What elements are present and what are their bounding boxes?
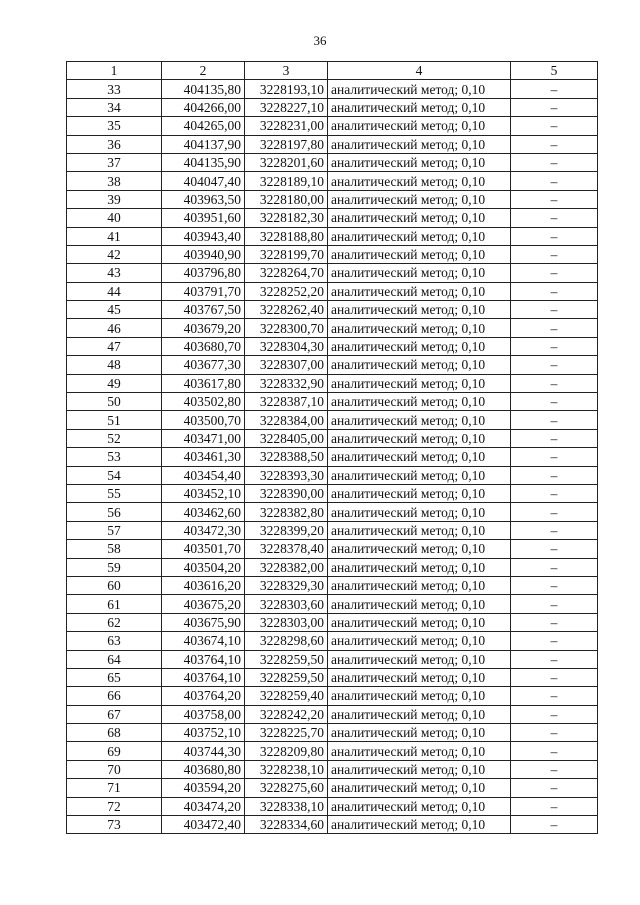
- y-coordinate-cell: 3228209,80: [245, 742, 328, 760]
- point-number-cell: 62: [67, 613, 162, 631]
- method-cell: аналитический метод; 0,10: [328, 668, 511, 686]
- method-cell: аналитический метод; 0,10: [328, 613, 511, 631]
- point-number-cell: 67: [67, 705, 162, 723]
- y-coordinate-cell: 3228262,40: [245, 301, 328, 319]
- y-coordinate-cell: 3228329,30: [245, 576, 328, 594]
- page-number: 36: [313, 33, 327, 48]
- x-coordinate-cell: 403452,10: [162, 484, 245, 502]
- description-cell: –: [511, 613, 598, 631]
- table-row: [67, 356, 598, 374]
- method-cell: аналитический метод; 0,10: [328, 80, 511, 98]
- y-coordinate-cell: 3228387,10: [245, 393, 328, 411]
- table-row: [67, 503, 598, 521]
- description-cell: –: [511, 503, 598, 521]
- table-row: [67, 576, 598, 594]
- y-coordinate-cell: 3228303,60: [245, 595, 328, 613]
- y-coordinate-cell: 3228201,60: [245, 153, 328, 171]
- table-row: [67, 779, 598, 797]
- point-number-cell: 61: [67, 595, 162, 613]
- x-coordinate-cell: 403791,70: [162, 282, 245, 300]
- description-cell: –: [511, 724, 598, 742]
- point-number-cell: 44: [67, 282, 162, 300]
- x-coordinate-cell: 403617,80: [162, 374, 245, 392]
- table-row: [67, 98, 598, 116]
- point-number-cell: 59: [67, 558, 162, 576]
- method-cell: аналитический метод; 0,10: [328, 576, 511, 594]
- point-number-cell: 46: [67, 319, 162, 337]
- description-cell: –: [511, 429, 598, 447]
- description-cell: –: [511, 153, 598, 171]
- description-cell: –: [511, 466, 598, 484]
- y-coordinate-cell: 3228382,80: [245, 503, 328, 521]
- method-cell: аналитический метод; 0,10: [328, 760, 511, 778]
- x-coordinate-cell: 403680,70: [162, 337, 245, 355]
- point-number-cell: 73: [67, 816, 162, 834]
- y-coordinate-cell: 3228242,20: [245, 705, 328, 723]
- point-number-cell: 54: [67, 466, 162, 484]
- method-cell: аналитический метод; 0,10: [328, 816, 511, 834]
- x-coordinate-cell: 403767,50: [162, 301, 245, 319]
- y-coordinate-cell: 3228189,10: [245, 172, 328, 190]
- point-number-cell: 57: [67, 521, 162, 539]
- method-cell: аналитический метод; 0,10: [328, 190, 511, 208]
- y-coordinate-cell: 3228225,70: [245, 724, 328, 742]
- description-cell: –: [511, 80, 598, 98]
- x-coordinate-cell: 403758,00: [162, 705, 245, 723]
- point-number-cell: 68: [67, 724, 162, 742]
- header-col-5: 5: [511, 62, 598, 80]
- point-number-cell: 43: [67, 264, 162, 282]
- table-row: [67, 282, 598, 300]
- method-cell: аналитический метод; 0,10: [328, 484, 511, 502]
- table-row: [67, 760, 598, 778]
- method-cell: аналитический метод; 0,10: [328, 595, 511, 613]
- description-cell: –: [511, 797, 598, 815]
- table-row: [67, 209, 598, 227]
- x-coordinate-cell: 403594,20: [162, 779, 245, 797]
- method-cell: аналитический метод; 0,10: [328, 282, 511, 300]
- description-cell: –: [511, 356, 598, 374]
- method-cell: аналитический метод; 0,10: [328, 411, 511, 429]
- x-coordinate-cell: 403501,70: [162, 540, 245, 558]
- y-coordinate-cell: 3228332,90: [245, 374, 328, 392]
- method-cell: аналитический метод; 0,10: [328, 301, 511, 319]
- header-row: [67, 62, 598, 80]
- point-number-cell: 55: [67, 484, 162, 502]
- y-coordinate-cell: 3228188,80: [245, 227, 328, 245]
- table-header: [67, 62, 598, 80]
- x-coordinate-cell: 403940,90: [162, 245, 245, 263]
- y-coordinate-cell: 3228390,00: [245, 484, 328, 502]
- method-cell: аналитический метод; 0,10: [328, 742, 511, 760]
- method-cell: аналитический метод; 0,10: [328, 797, 511, 815]
- description-cell: –: [511, 411, 598, 429]
- point-number-cell: 34: [67, 98, 162, 116]
- description-cell: –: [511, 521, 598, 539]
- method-cell: аналитический метод; 0,10: [328, 687, 511, 705]
- y-coordinate-cell: 3228259,40: [245, 687, 328, 705]
- method-cell: аналитический метод; 0,10: [328, 650, 511, 668]
- y-coordinate-cell: 3228307,00: [245, 356, 328, 374]
- x-coordinate-cell: 403674,10: [162, 632, 245, 650]
- table-row: [67, 742, 598, 760]
- point-number-cell: 66: [67, 687, 162, 705]
- y-coordinate-cell: 3228303,00: [245, 613, 328, 631]
- description-cell: –: [511, 632, 598, 650]
- y-coordinate-cell: 3228238,10: [245, 760, 328, 778]
- point-number-cell: 48: [67, 356, 162, 374]
- table-row: [67, 80, 598, 98]
- method-cell: аналитический метод; 0,10: [328, 448, 511, 466]
- table-row: [67, 153, 598, 171]
- method-cell: аналитический метод; 0,10: [328, 374, 511, 392]
- point-number-cell: 42: [67, 245, 162, 263]
- x-coordinate-cell: 404265,00: [162, 117, 245, 135]
- method-cell: аналитический метод; 0,10: [328, 337, 511, 355]
- table-row: [67, 632, 598, 650]
- table-row: [67, 337, 598, 355]
- x-coordinate-cell: 403764,10: [162, 668, 245, 686]
- point-number-cell: 45: [67, 301, 162, 319]
- description-cell: –: [511, 558, 598, 576]
- table-row: [67, 448, 598, 466]
- point-number-cell: 64: [67, 650, 162, 668]
- y-coordinate-cell: 3228304,30: [245, 337, 328, 355]
- table-row: [67, 540, 598, 558]
- point-number-cell: 69: [67, 742, 162, 760]
- table-row: [67, 558, 598, 576]
- point-number-cell: 58: [67, 540, 162, 558]
- table-row: [67, 466, 598, 484]
- x-coordinate-cell: 403679,20: [162, 319, 245, 337]
- x-coordinate-cell: 403752,10: [162, 724, 245, 742]
- point-number-cell: 56: [67, 503, 162, 521]
- table-row: [67, 687, 598, 705]
- description-cell: –: [511, 816, 598, 834]
- point-number-cell: 47: [67, 337, 162, 355]
- point-number-cell: 36: [67, 135, 162, 153]
- point-number-cell: 65: [67, 668, 162, 686]
- method-cell: аналитический метод; 0,10: [328, 429, 511, 447]
- description-cell: –: [511, 705, 598, 723]
- description-cell: –: [511, 135, 598, 153]
- x-coordinate-cell: 404266,00: [162, 98, 245, 116]
- y-coordinate-cell: 3228382,00: [245, 558, 328, 576]
- coordinates-table: [66, 61, 598, 834]
- x-coordinate-cell: 403675,20: [162, 595, 245, 613]
- x-coordinate-cell: 403471,00: [162, 429, 245, 447]
- x-coordinate-cell: 403500,70: [162, 411, 245, 429]
- x-coordinate-cell: 403472,30: [162, 521, 245, 539]
- y-coordinate-cell: 3228197,80: [245, 135, 328, 153]
- x-coordinate-cell: 404047,40: [162, 172, 245, 190]
- table-row: [67, 117, 598, 135]
- x-coordinate-cell: 403796,80: [162, 264, 245, 282]
- table-row: [67, 429, 598, 447]
- point-number-cell: 60: [67, 576, 162, 594]
- header-col-2: 2: [162, 62, 245, 80]
- x-coordinate-cell: 403472,40: [162, 816, 245, 834]
- table-row: [67, 668, 598, 686]
- description-cell: –: [511, 540, 598, 558]
- method-cell: аналитический метод; 0,10: [328, 153, 511, 171]
- point-number-cell: 63: [67, 632, 162, 650]
- point-number-cell: 41: [67, 227, 162, 245]
- method-cell: аналитический метод; 0,10: [328, 393, 511, 411]
- method-cell: аналитический метод; 0,10: [328, 319, 511, 337]
- x-coordinate-cell: 403943,40: [162, 227, 245, 245]
- x-coordinate-cell: 403951,60: [162, 209, 245, 227]
- y-coordinate-cell: 3228393,30: [245, 466, 328, 484]
- point-number-cell: 40: [67, 209, 162, 227]
- method-cell: аналитический метод; 0,10: [328, 356, 511, 374]
- method-cell: аналитический метод; 0,10: [328, 521, 511, 539]
- table-row: [67, 374, 598, 392]
- point-number-cell: 72: [67, 797, 162, 815]
- description-cell: –: [511, 742, 598, 760]
- y-coordinate-cell: 3228193,10: [245, 80, 328, 98]
- y-coordinate-cell: 3228259,50: [245, 668, 328, 686]
- table-row: [67, 816, 598, 834]
- description-cell: –: [511, 190, 598, 208]
- method-cell: аналитический метод; 0,10: [328, 503, 511, 521]
- description-cell: –: [511, 98, 598, 116]
- description-cell: –: [511, 393, 598, 411]
- description-cell: –: [511, 448, 598, 466]
- method-cell: аналитический метод; 0,10: [328, 209, 511, 227]
- x-coordinate-cell: 403454,40: [162, 466, 245, 484]
- y-coordinate-cell: 3228405,00: [245, 429, 328, 447]
- description-cell: –: [511, 687, 598, 705]
- x-coordinate-cell: 403616,20: [162, 576, 245, 594]
- x-coordinate-cell: 403680,80: [162, 760, 245, 778]
- point-number-cell: 38: [67, 172, 162, 190]
- method-cell: аналитический метод; 0,10: [328, 705, 511, 723]
- x-coordinate-cell: 403963,50: [162, 190, 245, 208]
- description-cell: –: [511, 301, 598, 319]
- description-cell: –: [511, 282, 598, 300]
- y-coordinate-cell: 3228378,40: [245, 540, 328, 558]
- y-coordinate-cell: 3228227,10: [245, 98, 328, 116]
- description-cell: –: [511, 245, 598, 263]
- description-cell: –: [511, 760, 598, 778]
- point-number-cell: 39: [67, 190, 162, 208]
- point-number-cell: 51: [67, 411, 162, 429]
- table-row: [67, 797, 598, 815]
- table-row: [67, 613, 598, 631]
- method-cell: аналитический метод; 0,10: [328, 245, 511, 263]
- x-coordinate-cell: 403764,10: [162, 650, 245, 668]
- description-cell: –: [511, 668, 598, 686]
- x-coordinate-cell: 403502,80: [162, 393, 245, 411]
- description-cell: –: [511, 374, 598, 392]
- method-cell: аналитический метод; 0,10: [328, 117, 511, 135]
- y-coordinate-cell: 3228300,70: [245, 319, 328, 337]
- method-cell: аналитический метод; 0,10: [328, 466, 511, 484]
- y-coordinate-cell: 3228384,00: [245, 411, 328, 429]
- y-coordinate-cell: 3228264,70: [245, 264, 328, 282]
- point-number-cell: 50: [67, 393, 162, 411]
- table-row: [67, 650, 598, 668]
- method-cell: аналитический метод; 0,10: [328, 227, 511, 245]
- table-row: [67, 245, 598, 263]
- y-coordinate-cell: 3228231,00: [245, 117, 328, 135]
- table-row: [67, 190, 598, 208]
- header-col-3: 3: [245, 62, 328, 80]
- x-coordinate-cell: 403675,90: [162, 613, 245, 631]
- y-coordinate-cell: 3228399,20: [245, 521, 328, 539]
- method-cell: аналитический метод; 0,10: [328, 724, 511, 742]
- x-coordinate-cell: 403764,20: [162, 687, 245, 705]
- description-cell: –: [511, 227, 598, 245]
- point-number-cell: 71: [67, 779, 162, 797]
- point-number-cell: 49: [67, 374, 162, 392]
- method-cell: аналитический метод; 0,10: [328, 540, 511, 558]
- table-row: [67, 411, 598, 429]
- x-coordinate-cell: 404135,80: [162, 80, 245, 98]
- table-body: [67, 80, 598, 834]
- y-coordinate-cell: 3228338,10: [245, 797, 328, 815]
- table-row: [67, 393, 598, 411]
- method-cell: аналитический метод; 0,10: [328, 558, 511, 576]
- table-row: [67, 227, 598, 245]
- x-coordinate-cell: 403744,30: [162, 742, 245, 760]
- table-row: [67, 264, 598, 282]
- y-coordinate-cell: 3228252,20: [245, 282, 328, 300]
- x-coordinate-cell: 404135,90: [162, 153, 245, 171]
- table-row: [67, 135, 598, 153]
- table-row: [67, 301, 598, 319]
- description-cell: –: [511, 172, 598, 190]
- y-coordinate-cell: 3228259,50: [245, 650, 328, 668]
- description-cell: –: [511, 117, 598, 135]
- header-col-4: 4: [328, 62, 511, 80]
- x-coordinate-cell: 404137,90: [162, 135, 245, 153]
- y-coordinate-cell: 3228182,30: [245, 209, 328, 227]
- description-cell: –: [511, 595, 598, 613]
- description-cell: –: [511, 779, 598, 797]
- description-cell: –: [511, 576, 598, 594]
- description-cell: –: [511, 650, 598, 668]
- y-coordinate-cell: 3228334,60: [245, 816, 328, 834]
- method-cell: аналитический метод; 0,10: [328, 632, 511, 650]
- table-row: [67, 705, 598, 723]
- point-number-cell: 70: [67, 760, 162, 778]
- method-cell: аналитический метод; 0,10: [328, 98, 511, 116]
- table-row: [67, 724, 598, 742]
- table-row: [67, 172, 598, 190]
- table-row: [67, 595, 598, 613]
- x-coordinate-cell: 403677,30: [162, 356, 245, 374]
- point-number-cell: 35: [67, 117, 162, 135]
- x-coordinate-cell: 403474,20: [162, 797, 245, 815]
- description-cell: –: [511, 484, 598, 502]
- method-cell: аналитический метод; 0,10: [328, 264, 511, 282]
- description-cell: –: [511, 209, 598, 227]
- method-cell: аналитический метод; 0,10: [328, 779, 511, 797]
- description-cell: –: [511, 337, 598, 355]
- x-coordinate-cell: 403461,30: [162, 448, 245, 466]
- y-coordinate-cell: 3228180,00: [245, 190, 328, 208]
- table-row: [67, 484, 598, 502]
- table-row: [67, 319, 598, 337]
- x-coordinate-cell: 403462,60: [162, 503, 245, 521]
- description-cell: –: [511, 319, 598, 337]
- y-coordinate-cell: 3228388,50: [245, 448, 328, 466]
- point-number-cell: 52: [67, 429, 162, 447]
- y-coordinate-cell: 3228298,60: [245, 632, 328, 650]
- point-number-cell: 33: [67, 80, 162, 98]
- header-col-1: 1: [67, 62, 162, 80]
- method-cell: аналитический метод; 0,10: [328, 172, 511, 190]
- table-row: [67, 521, 598, 539]
- method-cell: аналитический метод; 0,10: [328, 135, 511, 153]
- point-number-cell: 37: [67, 153, 162, 171]
- y-coordinate-cell: 3228199,70: [245, 245, 328, 263]
- y-coordinate-cell: 3228275,60: [245, 779, 328, 797]
- description-cell: –: [511, 264, 598, 282]
- x-coordinate-cell: 403504,20: [162, 558, 245, 576]
- point-number-cell: 53: [67, 448, 162, 466]
